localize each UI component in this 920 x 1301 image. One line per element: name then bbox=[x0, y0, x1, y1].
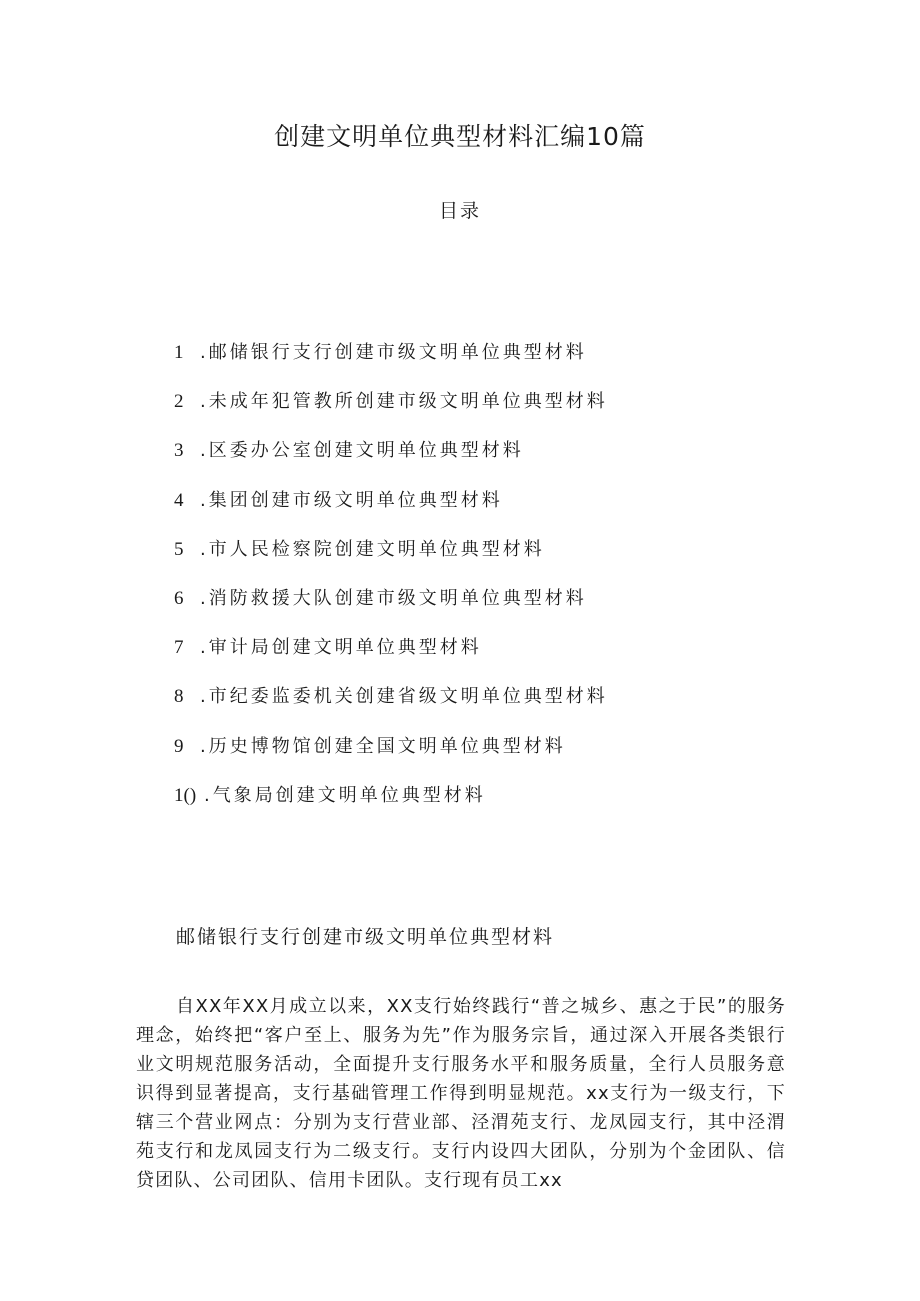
document-title: 创建文明单位典型材料汇编10篇 bbox=[274, 122, 646, 151]
toc-item-number: 8 bbox=[174, 686, 184, 708]
toc-item-number: 6 bbox=[174, 587, 184, 609]
toc-item-text: .区委办公室创建文明单位典型材料 bbox=[200, 440, 524, 462]
toc-item bbox=[174, 535, 774, 584]
toc-item bbox=[174, 338, 774, 387]
section-title: 邮储银行支行创建市级文明单位典型材料 bbox=[176, 926, 555, 948]
toc-item-number: 4 bbox=[174, 489, 184, 511]
toc-item bbox=[174, 682, 774, 731]
toc-item-text: .气象局创建文明单位典型材料 bbox=[204, 784, 486, 806]
toc-item-text: .历史博物馆创建全国文明单位典型材料 bbox=[200, 735, 566, 757]
toc-item bbox=[174, 633, 774, 682]
toc-item-text: .市人民检察院创建文明单位典型材料 bbox=[200, 538, 545, 560]
toc-item-text: .未成年犯管教所创建市级文明单位典型材料 bbox=[200, 391, 608, 413]
body-paragraph: 自XX年XX月成立以来，XX支行始终践行“普之城乡、惠之于民”的服务理念，始终把“客户至上、服务为先”作为服务宗旨，通过深入开展各类银行业文明规范服务活动，全面提升支行服务水平和服务质量，全行人员服务意识得到显著提高，支行基础管理工作得到明显规范。xx支行为一级支行，下辖三个营业网点：分别为支行营业部、泾渭苑支行、龙凤园支行，其中泾渭苑支行和龙凤园支行为二级支行。支行内设四大团队，分别为个金团队、信贷团队、公司团队、信用卡团队。支行现有员工xx bbox=[136, 996, 786, 1191]
toc-item-number: 1 bbox=[174, 342, 184, 363]
toc-item-text: .集团创建市级文明单位典型材料 bbox=[200, 489, 503, 511]
toc-item-number: 2 bbox=[174, 391, 184, 413]
toc-item bbox=[174, 436, 774, 485]
toc-item-text: .邮储银行支行创建市级文明单位典型材料 bbox=[200, 342, 587, 363]
toc-item bbox=[174, 584, 774, 633]
toc-item bbox=[174, 781, 774, 830]
toc-item-text: .消防救援大队创建市级文明单位典型材料 bbox=[200, 587, 587, 609]
toc-item-number: 7 bbox=[174, 637, 184, 659]
toc-item-number: 1() bbox=[174, 784, 197, 806]
toc-item-text: .市纪委监委机关创建省级文明单位典型材料 bbox=[200, 686, 608, 708]
toc-item bbox=[174, 486, 774, 535]
toc-heading: 目录 bbox=[438, 200, 481, 222]
table-of-contents bbox=[174, 338, 774, 830]
toc-item-number: 3 bbox=[174, 440, 184, 462]
toc-item bbox=[174, 732, 774, 781]
toc-item-text: .审计局创建文明单位典型材料 bbox=[200, 637, 482, 659]
toc-item-number: 5 bbox=[174, 538, 184, 560]
toc-item bbox=[174, 387, 774, 436]
toc-item-number: 9 bbox=[174, 735, 184, 757]
